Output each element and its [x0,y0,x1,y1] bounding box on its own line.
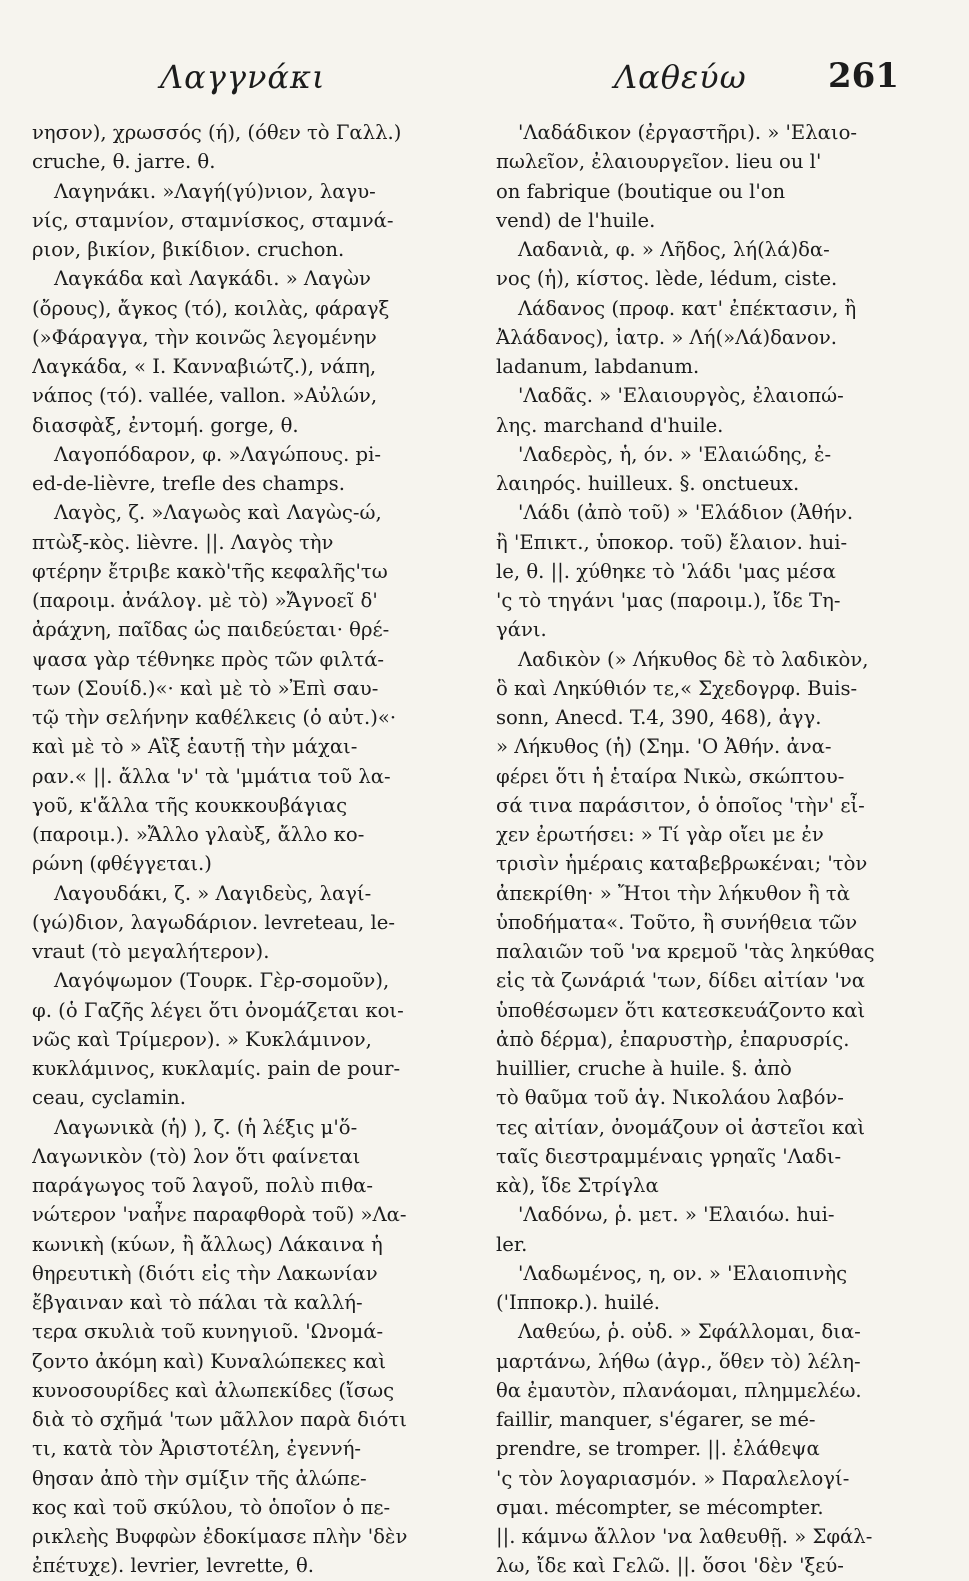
left-column-line: ρικλεὴς Βυφφὼν ἐδοκίμασε πλὴν 'δὲν [32,1525,408,1548]
left-column-line: Λαγωνικὰ (ἡ) ), ζ. (ἡ λέξις μ'ὅ- [54,1115,358,1139]
left-column-line: Λαγωνικὸν (τὸ) λον ὅτι φαίνεται [32,1144,361,1168]
left-column-line: Λαγκάδα καὶ Λαγκάδι. » Λαγὼν [54,267,371,291]
left-column-line: vraut (τὸ μεγαλήτερον). [32,940,270,963]
right-column-line: 'Λάδι (ἀπὸ τοῦ) » 'Ελάδιον (Ἀθήν. [518,501,854,525]
right-column-line: χεν ἐρωτήσει: » Τί γὰρ οἴει με ἐν [496,823,824,846]
right-column-line: ('Ιπποκρ.). huilé. [496,1291,661,1314]
left-column-line: φ. (ὁ Γαζῆς λέγει ὅτι ὀνομάζεται κοι- [32,998,404,1022]
right-column-line: πωλεῖον, ἐλαιουργεῖον. lieu ou l' [496,150,822,174]
right-column-line: λω, ἴδε καὶ Γελῶ. ||. ὅσοι 'δὲν 'ξεύ- [496,1554,844,1578]
left-column-line: νησον), χρωσσός (ή), (όθεν τὸ Γαλλ.) [32,121,402,144]
left-column-line: (παροιμ.). »Ἄλλο γλαὺξ, ἄλλο κο- [32,823,365,846]
right-column-line: 'Λαδωμένος, η, ον. » 'Ελαιοπινὴς [518,1261,848,1285]
left-column-line: Λαγκάδα, « Ι. Κανναβιώτζ.), νάπη, [32,355,377,378]
left-column-line: ριον, βικίον, βικίδιον. cruchon. [32,238,345,261]
right-column-line: τὸ θαῦμα τοῦ ἁγ. Νικολάου λαβόν- [496,1086,844,1110]
left-column-line: διασφὰξ, ἐντομή. gorge, θ. [32,413,299,437]
right-column-line: φέρει ὅτι ἡ ἑταίρα Νικὼ, σκώπτου- [496,764,845,788]
right-column-line: 'ς τὸ τηγάνι 'μας (παροιμ.), ἴδε Τη- [496,589,841,612]
left-column-line: γοῦ, κ'ἄλλα τῆς κουκκουβάγιας [32,793,348,817]
right-column-line: μαρτάνω, λήθω (ἀγρ., ὅθεν τὸ) λέλη- [496,1349,861,1373]
left-column-line: νάπος (τό). vallée, vallon. »Αὐλών, [32,384,378,408]
right-column-line: ἀπὸ δέρμα), ἐπαρυστὴρ, ἐπαρυσρίς. [496,1027,850,1051]
left-column-line: ἐπέτυχε). levrier, levrette, θ. [32,1554,314,1578]
left-column-line: κυκλάμινος, κυκλαμίς. pain de pour- [32,1057,401,1080]
left-column-line: φτέρην ἔτριβε κακὸ'τῆς κεφαλῆς'τω [32,559,388,583]
left-column-line: κος καὶ τοῦ σκύλου, τὸ ὁποῖον ὁ πε- [32,1495,391,1519]
right-column-line: ὑποδήματα«. Τοῦτο, ἢ συνήθεια τῶν [496,910,858,934]
left-column-line: Λαγὸς, ζ. »Λαγωὸς καὶ Λαγὼς-ώ, [54,501,382,525]
right-column-line: 'Λαδάδικον (ἐργαστῆρι). » 'Ελαιο- [518,121,857,144]
right-column-line: sonn, Anecd. T.4, 390, 468), ἀγγ. [496,706,822,729]
left-column-line: τῷ τὴν σελήνην καθέλκεις (ὁ αὐτ.)«· [32,706,397,729]
left-column-line: των (Σουίδ.)«· καὶ μὲ τὸ »Ἐπὶ σαυ- [32,676,379,700]
right-column-line: κὰ), ἴδε Στρίγλα [496,1174,659,1197]
right-column-line: λης. marchand d'huile. [496,413,724,437]
right-column-line: on fabrique (boutique ou l'on [496,179,786,203]
left-column-line: πτὼξ-κὸς. lièvre. ||. Λαγὸς τὴν [32,530,334,554]
right-column-line: σμαι. mécompter, se mécompter. [496,1495,824,1519]
left-column-line: ἀράχνη, παῖδας ὡς παιδεύεται· θρέ- [32,618,390,642]
left-column-line: ρώνη (φθέγγεται.) [32,852,212,876]
right-column-line: τες αἰτίαν, ὀνομάζουν οἱ ἀστεῖοι καὶ [496,1115,866,1139]
left-column-line: ζοντο ἀκόμη καὶ) Κυναλώπεκες καὶ [32,1349,387,1373]
left-column-line: ed-de-lièvre, trefle des champs. [32,472,345,495]
left-column-line: διὰ τὸ σχῆμά 'των μᾶλλον παρὰ διότι [32,1408,407,1431]
right-column-line: Λαδικὸν (» Λήκυθος δὲ τὸ λαδικὸν, [518,647,869,671]
right-column-line: Ἀλάδανος), ἰατρ. » Λή(»Λά)δανον. [496,325,837,349]
left-running-headword: Λαγγνάκι [160,58,326,96]
left-column-line: (παροιμ. ἀνάλογ. μὲ τὸ) »Ἄγνοεῖ δ' [32,589,378,612]
right-column-line: νος (ἡ), κίστος. lède, lédum, ciste. [496,267,838,291]
page-number: 261 [828,56,899,96]
right-column-line: ladanum, labdanum. [496,355,700,378]
right-column-line: θα ἐμαυτὸν, πλανάομαι, πλημμελέω. [496,1378,862,1402]
right-running-headword: Λαθεύω [614,58,747,96]
left-column-line: παράγωγος τοῦ λαγοῦ, πολὺ πιθα- [32,1174,373,1197]
left-column-line: (γώ)διον, λαγωδάριον. levreteau, le- [32,910,395,934]
right-column-line: vend) de l'huile. [496,208,656,232]
left-column-line: Λαγουδάκι, ζ. » Λαγιδεὺς, λαγί- [54,881,372,905]
right-column-line: εἰς τὰ ζωνάριά 'των, δίδει αἰτίαν 'να [496,969,865,993]
page-header [0,58,969,108]
right-column-line: faillir, manquer, s'égarer, se mé- [496,1408,816,1431]
left-column-line: Λαγόψωμον (Τουρκ. Γὲρ-σομοῦν), [54,969,390,993]
right-column-line: ὑποθέσωμεν ὅτι κατεσκευάζοντο καὶ [496,998,866,1022]
left-column-line: θηρευτικὴ (διότι εἰς τὴν Λακωνίαν [32,1261,378,1285]
left-column-line: ψασα γὰρ τέθνηκε πρὸς τῶν φιλτά- [32,647,385,671]
right-column-line: παλαιῶν τοῦ 'να κρεμοῦ 'τὰς ληκύθας [496,940,875,963]
left-column-line: (ὄρους), ἄγκος (τό), κοιλὰς, φάραγξ [32,296,390,320]
left-column-line: τερα σκυλιὰ τοῦ κυνηγιοῦ. 'Ωνομά- [32,1320,384,1344]
left-column-line: τι, κατὰ τὸν Ἀριστοτέλη, ἐγεννή- [32,1437,362,1461]
right-column-line: τρισὶν ἡμέραις καταβεβρωκέναι; 'τὸν [496,852,868,876]
right-column-line: Λαδανιὰ, φ. » Λῆδος, λή(λά)δα- [518,238,830,261]
right-column-line: γάνι. [496,618,547,642]
left-column-line: νῶς καὶ Τρίμερον). » Κυκλάμινον, [32,1027,372,1051]
right-column-line: Λαθεύω, ῥ. οὐδ. » Σφάλλομαι, δια- [518,1320,861,1344]
right-column-line: le, θ. ||. χύθηκε τὸ 'λάδι 'μας μέσα [496,559,836,583]
right-column-line: σά τινα παράσιτον, ὁ ὁποῖος 'τὴν' εἶ- [496,793,865,817]
left-column-line: ceau, cyclamin. [32,1086,186,1110]
right-column-line: ||. κάμνω ἄλλον 'να λαθευθῇ. » Σφάλ- [496,1525,873,1548]
left-column-line: κυνοσουρίδες καὶ ἀλωπεκίδες (ἴσως [32,1378,395,1402]
right-column-line: 'ς τὸν λογαριασμόν. » Παραλελογί- [496,1466,850,1490]
right-column-line: 'Λαδᾶς. » 'Ελαιουργὸς, ἐλαιοπώ- [518,384,844,408]
right-column-line: λαιηρός. huilleux. §. onctueux. [496,472,800,495]
left-column-line: Λαγηνάκι. »Λαγή(γύ)νιον, λαγυ- [54,179,376,203]
left-column-line: cruche, θ. jarre. θ. [32,150,216,174]
right-column-line: Λάδανος (προφ. κατ' ἐπέκτασιν, ἢ [518,296,857,320]
left-column-line: νίς, σταμνίον, σταμνίσκος, σταμνά- [32,208,394,232]
left-column-line: νώτερον 'ναἦνε παραφθορὰ τοῦ) »Λα- [32,1203,407,1227]
right-column-line: 'Λαδόνω, ῥ. μετ. » 'Ελαιόω. hui- [518,1203,835,1227]
right-column-line: ταῖς διεστραμμέναις γρηαῖς 'Λαδι- [496,1144,842,1168]
left-column-line: ἔβγαιναν καὶ τὸ πάλαι τὰ καλλή- [32,1291,363,1314]
left-column-line: θησαν ἀπὸ τὴν σμίξιν τῆς ἀλώπε- [32,1466,367,1490]
left-column-line: καὶ μὲ τὸ » Αἲξ ἑαυτῇ τὴν μάχαι- [32,735,358,759]
left-column-line: ραν.« ||. ἄλλα 'ν' τὰ 'μμάτια τοῦ λα- [32,764,391,788]
right-column-line: ὃ καὶ Ληκύθιόν τε,« Σχεδογρφ. Buis- [496,676,858,700]
right-column-line: huillier, cruche à huile. §. ἀπὸ [496,1057,792,1080]
right-column-line: 'Λαδερὸς, ἡ, όν. » 'Ελαιώδης, ἐ- [518,442,832,466]
right-column [496,118,896,1581]
right-column-line: ler. [496,1232,528,1256]
right-column-line: ἢ 'Επικτ., ὑποκορ. τοῦ) ἔλαιον. hui- [496,530,848,554]
left-column-line: κωνικὴ (κύων, ἢ ἄλλως) Λάκαινα ἡ [32,1232,383,1256]
right-column-line: prendre, se tromper. ||. ἐλάθεψα [496,1437,820,1461]
left-column [32,118,442,1581]
right-column-line: ἀπεκρίθη· » Ἤτοι τὴν λήκυθον ἢ τὰ [496,881,850,905]
left-column-line: Λαγοπόδαρον, φ. »Λαγώπους. pi- [54,442,381,466]
right-column-line: » Λήκυθος (ἡ) (Σημ. 'Ο Ἀθήν. ἀνα- [496,735,832,759]
left-column-line: (»Φάραγγα, τὴν κοινῶς λεγομένην [32,325,377,349]
